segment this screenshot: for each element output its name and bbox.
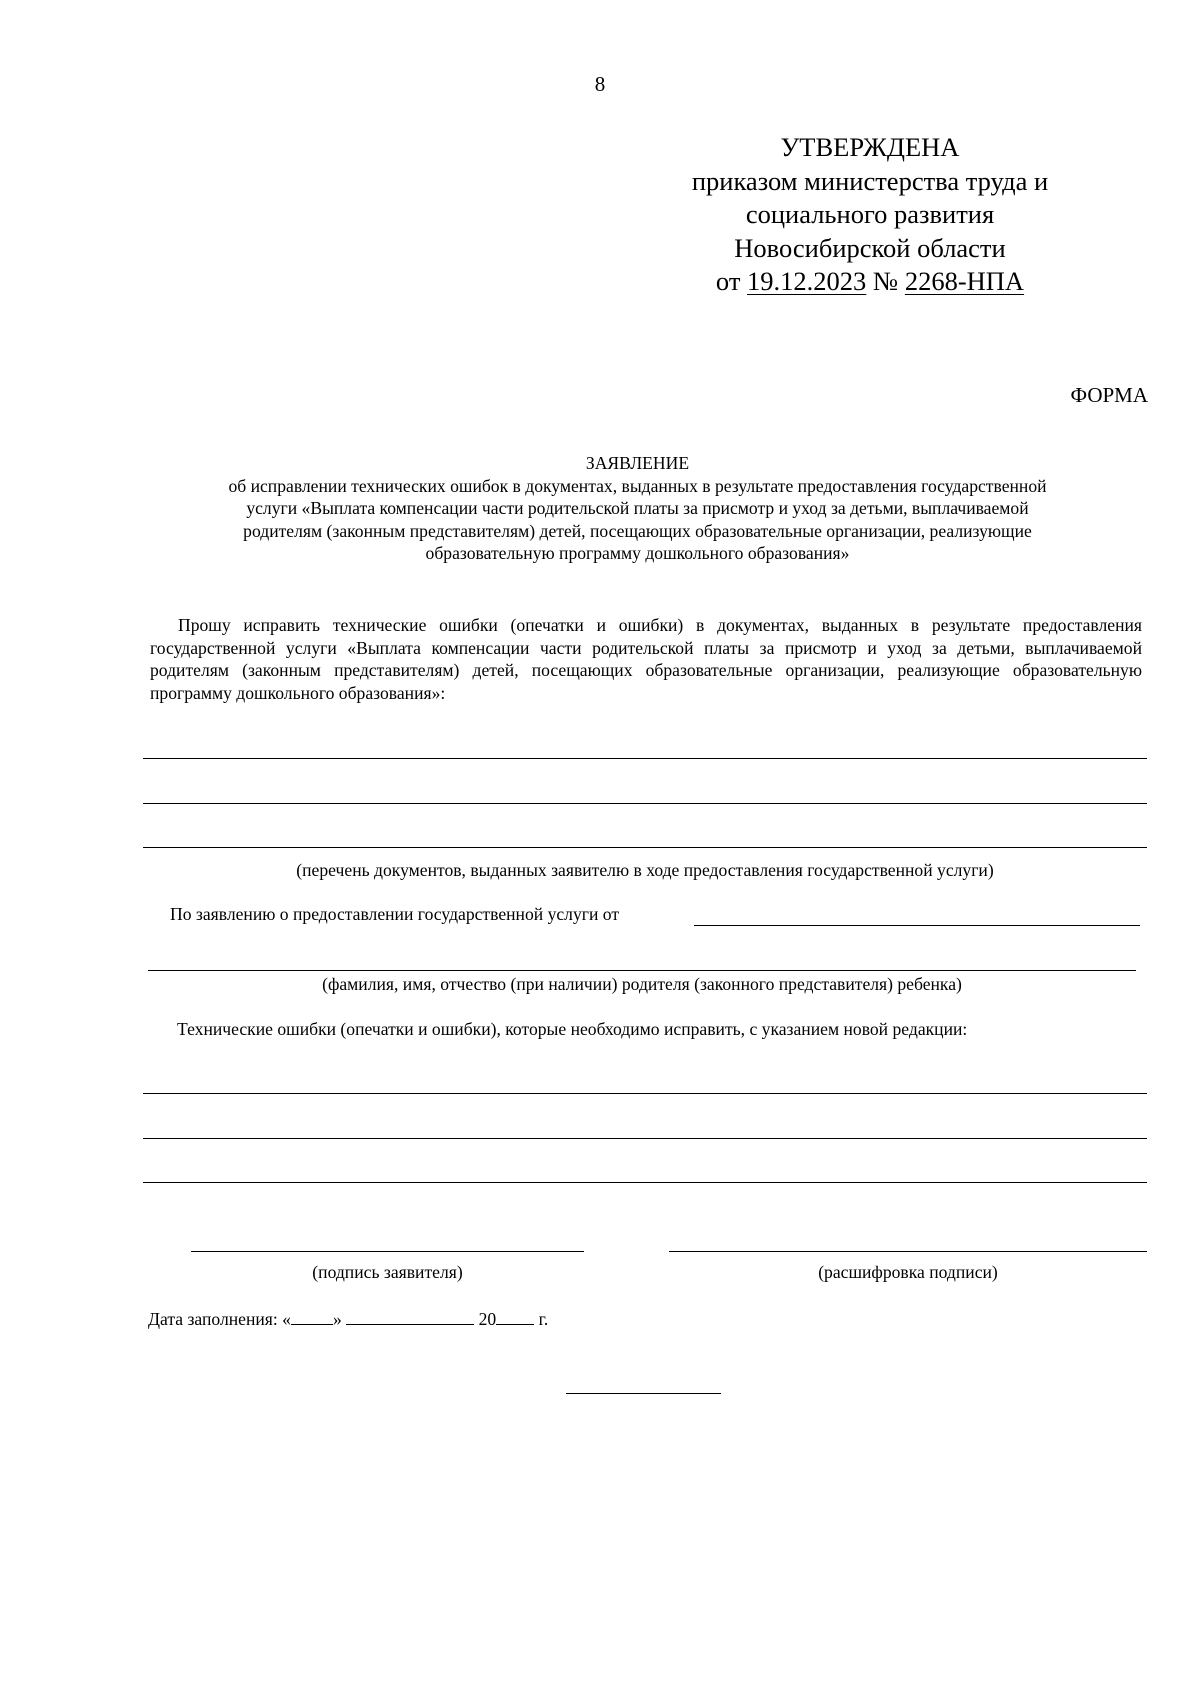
closing-divider bbox=[566, 1393, 721, 1394]
application-title-line-3: родителям (законным представителям) детей, посещающих образовательные организации, реализующие bbox=[243, 520, 1032, 541]
parent-name-caption: (фамилия, имя, отчество (при наличии) родителя (законного представителя) ребенка) bbox=[322, 974, 962, 994]
errors-label: Технические ошибки (опечатки и ошибки), которые необходимо исправить, с указанием новой редакции: bbox=[177, 1019, 968, 1039]
application-title-line-1: об исправлении технических ошибок в документах, выданных в результате предоставления государственной bbox=[228, 475, 1047, 496]
approval-line-region: Новосибирской области bbox=[734, 232, 1006, 263]
signature-decode-caption: (расшифровка подписи) bbox=[818, 1262, 998, 1282]
fill-date-day-field[interactable] bbox=[291, 1323, 333, 1325]
approval-line-date-number bbox=[670, 265, 1070, 299]
signature-field[interactable] bbox=[191, 1251, 584, 1252]
approval-from-label: от bbox=[715, 266, 741, 296]
application-date-field[interactable] bbox=[694, 925, 1140, 926]
approval-date: 19.12.2023 bbox=[747, 266, 867, 296]
documents-list-line-2[interactable] bbox=[143, 803, 1147, 804]
application-title bbox=[150, 452, 1125, 565]
application-title-line-2: услуги «Выплата компенсации части родительской платы за присмотр и уход за детьми, выплачиваемой bbox=[246, 498, 1029, 518]
documents-caption: (перечень документов, выданных заявителю в ходе предоставления государственной услуги) bbox=[296, 860, 994, 880]
page-number: 8 bbox=[594, 72, 606, 96]
documents-list-line-1[interactable] bbox=[143, 758, 1147, 759]
fill-date-year-prefix: 20 bbox=[478, 1309, 497, 1329]
fill-date-year-suffix: г. bbox=[538, 1309, 549, 1329]
signature-decode-field[interactable] bbox=[669, 1251, 1147, 1252]
documents-list-line-3[interactable] bbox=[143, 847, 1147, 848]
fill-date-year-field[interactable] bbox=[496, 1323, 534, 1325]
approval-heading: УТВЕРЖДЕНА bbox=[780, 132, 960, 162]
approval-line-ministry: приказом министерства труда и bbox=[691, 165, 1049, 196]
application-date-label: По заявлению о предоставлении государственной услуги от bbox=[170, 904, 620, 924]
corrections-line-3[interactable] bbox=[143, 1182, 1147, 1183]
request-paragraph: Прошу исправить технические ошибки (опечатки и ошибки) в документах, выданных в результате предоставления государственной услуги «Выплата компенсации части родительской платы за присмотр и уход за детьми, выплачиваемой родителям (законным представителям) детей, посещающих образовательные организации, реализующие образовательную программу дошкольного образования»: bbox=[150, 615, 1142, 703]
fill-date-quote-close: » bbox=[332, 1309, 342, 1329]
corrections-line-1[interactable] bbox=[143, 1093, 1147, 1094]
fill-date-month-field[interactable] bbox=[346, 1323, 474, 1325]
application-title-line-4: образовательную программу дошкольного образования» bbox=[425, 543, 850, 563]
fill-date-row bbox=[148, 1309, 548, 1330]
approval-stamp bbox=[670, 131, 1070, 299]
approval-number-sign: № bbox=[872, 266, 899, 296]
form-label: ФОРМА bbox=[1070, 383, 1148, 407]
approval-number: 2268-НПА bbox=[904, 266, 1025, 296]
application-date-row bbox=[170, 904, 619, 925]
approval-line-development: социального развития bbox=[745, 199, 995, 229]
signature-caption: (подпись заявителя) bbox=[312, 1262, 463, 1282]
application-heading: ЗАЯВЛЕНИЕ bbox=[585, 453, 690, 473]
fill-date-label: Дата заполнения: « bbox=[148, 1309, 291, 1329]
parent-name-field[interactable] bbox=[148, 970, 1136, 971]
corrections-line-2[interactable] bbox=[143, 1138, 1147, 1139]
